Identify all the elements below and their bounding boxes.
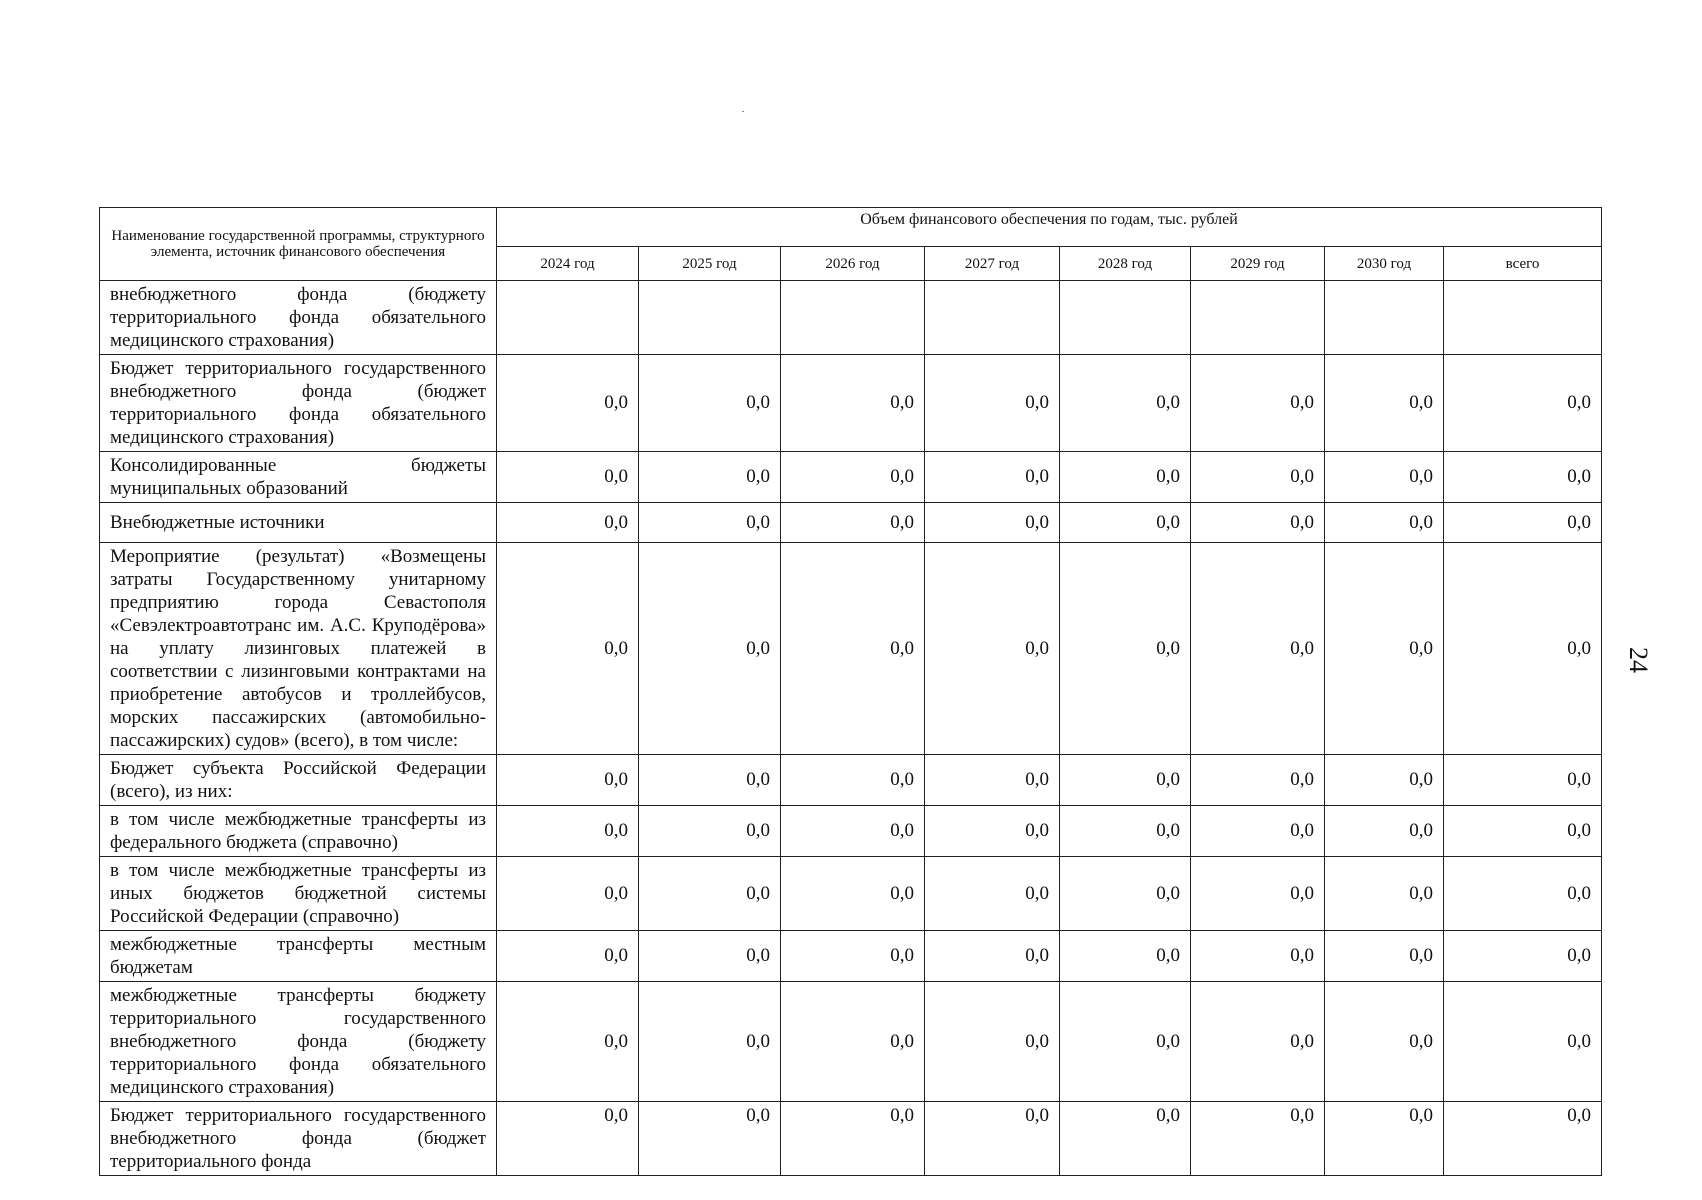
page-number: 24 [1624, 647, 1653, 673]
value-cell: 0,0 [497, 355, 639, 452]
value-cell: 0,0 [639, 543, 781, 755]
header-volume-column: Объем финансового обеспечения по годам, тыс. рублей [497, 208, 1602, 247]
value-cell: 0,0 [1191, 806, 1325, 857]
value-cell [1191, 281, 1325, 355]
value-cell: 0,0 [1325, 452, 1444, 503]
value-cell: 0,0 [1060, 755, 1191, 806]
value-cell: 0,0 [497, 1102, 639, 1176]
value-cell: 0,0 [925, 355, 1060, 452]
value-cell: 0,0 [925, 755, 1060, 806]
value-cell: 0,0 [1191, 543, 1325, 755]
value-cell: 0,0 [1060, 503, 1191, 543]
row-name-cell: внебюджетного фонда (бюджету территориального фонда обязательного медицинского страхования) [100, 281, 497, 355]
value-cell: 0,0 [1325, 503, 1444, 543]
value-cell: 0,0 [497, 503, 639, 543]
value-cell: 0,0 [925, 543, 1060, 755]
value-cell: 0,0 [925, 1102, 1060, 1176]
value-cell: 0,0 [781, 355, 925, 452]
table-row [100, 503, 1602, 543]
table-row [100, 755, 1602, 806]
value-cell [1325, 281, 1444, 355]
value-cell: 0,0 [1325, 982, 1444, 1102]
value-cell: 0,0 [1444, 355, 1602, 452]
value-cell: 0,0 [1060, 982, 1191, 1102]
row-name-cell: Бюджет субъекта Российской Федерации (всего), из них: [100, 755, 497, 806]
value-cell [1444, 281, 1602, 355]
value-cell: 0,0 [1325, 931, 1444, 982]
value-cell: 0,0 [639, 503, 781, 543]
value-cell: 0,0 [1060, 857, 1191, 931]
value-cell: 0,0 [781, 543, 925, 755]
value-cell: 0,0 [1444, 503, 1602, 543]
value-cell: 0,0 [1444, 543, 1602, 755]
header-year-2028: 2028 год [1060, 247, 1191, 281]
value-cell: 0,0 [497, 755, 639, 806]
row-name-cell: Мероприятие (результат) «Возмещены затраты Государственному унитарному предприятию города Севастополя «Севэлектроавтотранс им. А.С. Круподёрова» на уплату лизинговых платежей в соответствии с лизинговыми контрактами на приобретение автобусов и троллейбусов, морских пассажирских (автомобильно-пассажирских) судов» (всего), в том числе: [100, 543, 497, 755]
value-cell: 0,0 [781, 806, 925, 857]
row-name-cell: в том числе межбюджетные трансферты из иных бюджетов бюджетной системы Российской Федерации (справочно) [100, 857, 497, 931]
value-cell: 0,0 [781, 1102, 925, 1176]
value-cell: 0,0 [1444, 806, 1602, 857]
value-cell: 0,0 [497, 982, 639, 1102]
value-cell: 0,0 [1325, 355, 1444, 452]
value-cell: 0,0 [497, 806, 639, 857]
value-cell: 0,0 [639, 982, 781, 1102]
value-cell: 0,0 [925, 503, 1060, 543]
value-cell: 0,0 [781, 503, 925, 543]
row-name-cell: Консолидированные бюджеты муниципальных образований [100, 452, 497, 503]
value-cell: 0,0 [925, 931, 1060, 982]
value-cell [1060, 281, 1191, 355]
value-cell: 0,0 [1444, 755, 1602, 806]
header-year-2027: 2027 год [925, 247, 1060, 281]
header-year-2024: 2024 год [497, 247, 639, 281]
value-cell: 0,0 [639, 452, 781, 503]
value-cell: 0,0 [1191, 982, 1325, 1102]
value-cell: 0,0 [1325, 543, 1444, 755]
value-cell: 0,0 [781, 857, 925, 931]
table-row [100, 982, 1602, 1102]
value-cell: 0,0 [1325, 857, 1444, 931]
value-cell: 0,0 [781, 452, 925, 503]
value-cell: 0,0 [925, 857, 1060, 931]
value-cell: 0,0 [639, 857, 781, 931]
financing-table [99, 207, 1602, 1176]
table-row [100, 281, 1602, 355]
row-name-cell: межбюджетные трансферты бюджету территориального государственного внебюджетного фонда (бюджету территориального фонда обязательного медицинского страхования) [100, 982, 497, 1102]
value-cell: 0,0 [1060, 1102, 1191, 1176]
value-cell [925, 281, 1060, 355]
value-cell: 0,0 [497, 452, 639, 503]
header-total: всего [1444, 247, 1602, 281]
value-cell: 0,0 [1325, 806, 1444, 857]
value-cell: 0,0 [1060, 806, 1191, 857]
table-row [100, 1102, 1602, 1176]
value-cell: 0,0 [639, 1102, 781, 1176]
value-cell: 0,0 [1191, 755, 1325, 806]
header-year-2030: 2030 год [1325, 247, 1444, 281]
header-year-2025: 2025 год [639, 247, 781, 281]
value-cell: 0,0 [781, 931, 925, 982]
row-name-cell: Бюджет территориального государственного внебюджетного фонда (бюджет территориального фонда обязательного медицинского страхования) [100, 355, 497, 452]
value-cell: 0,0 [1060, 931, 1191, 982]
value-cell: 0,0 [639, 931, 781, 982]
table-row [100, 355, 1602, 452]
row-name-cell: Бюджет территориального государственного внебюджетного фонда (бюджет территориального фонда [100, 1102, 497, 1176]
header-year-2026: 2026 год [781, 247, 925, 281]
value-cell: 0,0 [639, 355, 781, 452]
table-body [100, 281, 1602, 1176]
value-cell [639, 281, 781, 355]
value-cell: 0,0 [639, 806, 781, 857]
value-cell: 0,0 [1325, 755, 1444, 806]
value-cell: 0,0 [497, 543, 639, 755]
table-row [100, 806, 1602, 857]
header-year-2029: 2029 год [1191, 247, 1325, 281]
value-cell: 0,0 [1060, 355, 1191, 452]
value-cell: 0,0 [1191, 1102, 1325, 1176]
header-name-column: Наименование государственной программы, структурного элемента, источник финансового обеспечения [100, 208, 497, 281]
scan-speck [742, 111, 744, 112]
financing-table-wrapper [99, 207, 1601, 1176]
table-row [100, 452, 1602, 503]
value-cell: 0,0 [925, 806, 1060, 857]
value-cell: 0,0 [925, 452, 1060, 503]
table-row [100, 543, 1602, 755]
value-cell: 0,0 [1191, 355, 1325, 452]
value-cell: 0,0 [1191, 452, 1325, 503]
value-cell: 0,0 [639, 755, 781, 806]
value-cell: 0,0 [1191, 857, 1325, 931]
table-row [100, 931, 1602, 982]
row-name-cell: в том числе межбюджетные трансферты из федерального бюджета (справочно) [100, 806, 497, 857]
row-name-cell: Внебюджетные источники [100, 503, 497, 543]
value-cell: 0,0 [497, 857, 639, 931]
value-cell: 0,0 [1444, 452, 1602, 503]
value-cell: 0,0 [1191, 503, 1325, 543]
row-name-cell: межбюджетные трансферты местным бюджетам [100, 931, 497, 982]
value-cell: 0,0 [1444, 857, 1602, 931]
value-cell: 0,0 [1060, 452, 1191, 503]
value-cell: 0,0 [781, 982, 925, 1102]
value-cell [497, 281, 639, 355]
value-cell: 0,0 [781, 755, 925, 806]
value-cell: 0,0 [1060, 543, 1191, 755]
value-cell: 0,0 [1444, 931, 1602, 982]
value-cell: 0,0 [497, 931, 639, 982]
value-cell: 0,0 [1325, 1102, 1444, 1176]
table-row [100, 857, 1602, 931]
value-cell: 0,0 [925, 982, 1060, 1102]
value-cell: 0,0 [1444, 1102, 1602, 1176]
value-cell: 0,0 [1444, 982, 1602, 1102]
value-cell [781, 281, 925, 355]
value-cell: 0,0 [1191, 931, 1325, 982]
